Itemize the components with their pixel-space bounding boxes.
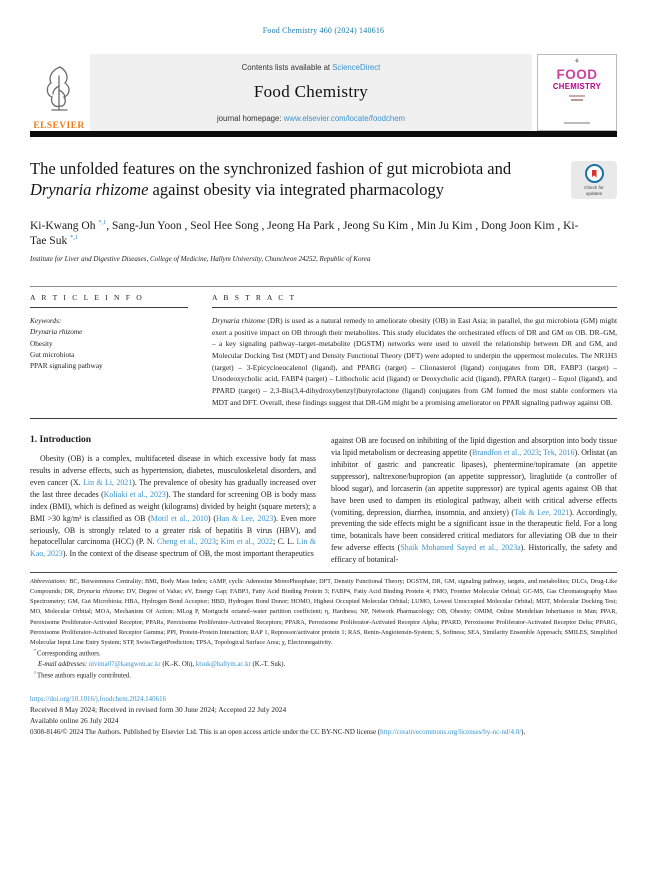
journal-name: Food Chemistry [253, 82, 369, 101]
inline-link[interactable]: Tak & Lee, 2021 [514, 507, 570, 517]
abstract-column [212, 287, 617, 409]
inline-link[interactable]: Shaik Mohamed Sayed et al., 2023a [400, 543, 521, 553]
check-badge-label: Check for updates [584, 185, 604, 196]
text-segment: (K.-T. Suk). [250, 660, 286, 668]
equal-contribution-note [30, 670, 617, 681]
title-row [30, 159, 617, 201]
text-segment: *,1 [98, 218, 107, 226]
keyword-item: Gut microbiota [30, 349, 75, 359]
inline-link[interactable]: Kim et al., 2022 [220, 537, 273, 547]
masthead-center [90, 54, 532, 131]
text-segment: * [34, 648, 37, 654]
intro-paragraph-left [30, 453, 316, 560]
journal-cover-thumbnail [537, 54, 617, 131]
check-for-updates-badge[interactable] [571, 161, 617, 199]
email-addresses-note [30, 660, 617, 670]
abbreviations-text [30, 577, 617, 648]
text-segment: These authors equally contributed. [36, 672, 131, 680]
copyright-line [30, 727, 617, 737]
homepage-link[interactable]: www.elsevier.com/locate/foodchem [283, 114, 406, 123]
text-segment: Ki-Kwang Oh [30, 219, 99, 232]
article-title [30, 159, 536, 201]
available-online: Available online 26 July 2024 [30, 716, 119, 726]
elsevier-wordmark: ELSEVIER [33, 121, 85, 131]
text-segment: ). The prevalence of obesity has gradually increased over the last three decades ( [30, 478, 316, 499]
author-list [30, 219, 590, 249]
text-segment: ). In the context of the disease spectrum of OB, the most important therapeutics [62, 549, 314, 559]
text-segment: ; [539, 448, 544, 458]
text-segment: (K.-K. Oh), [160, 660, 196, 668]
inline-link[interactable]: Koliaki et al., 2023 [103, 489, 166, 499]
doi-link[interactable]: https://doi.org/10.1016/j.foodchem.2024.140616 [30, 695, 167, 704]
text-segment: ; C. L. [272, 537, 297, 547]
text-segment: Drynaria rhizome [30, 179, 149, 199]
article-info-header: A R T I C L E I N F O [30, 287, 188, 308]
text-segment: ; [215, 537, 221, 547]
text-segment: against obesity via integrated pharmacology [148, 179, 444, 199]
homepage-prefix: journal homepage: [216, 114, 284, 123]
inline-link[interactable]: Cheng et al., 2023 [156, 537, 216, 547]
inline-link[interactable]: Motil et al., 2010 [150, 513, 208, 523]
cover-editor-line [569, 95, 585, 97]
contents-line [96, 63, 526, 72]
elsevier-logo [30, 54, 88, 131]
cover-title-chemistry: CHEMISTRY [552, 82, 602, 91]
keyword-item: Obesity [30, 338, 53, 348]
masthead-divider-bar [30, 131, 617, 137]
text-segment: ; DV, Degree of Value; eV, Energy Gap; FABP3, Fatty Acid Binding Protein 3; FABP4, Fatty Acid Binding Protein 4; FMO, Frontier Molecular Orbital; GC-MS, Gas Chromatography Mass Spectrometry; GM, Gut Microbiota; HBA, Hydrogen Bond Acceptor; HBD, Hydrogen Bond Donor; HOMO, Highest Occupied Molecular Orbital; LUMO, Lowest Unoccupied Molecular Orbital; MDT, Molecular Docking Test; MO, Molecular Orbital; MOA, Mechanism Of Action; MLog P, Moriguchi octanol–water partition coefficient; η, Hardness; NP, Network Pharmacology; OB, Obesity; OMIM, Online Mendelian Inheritance in Man; PPAR, Peroxisome Proliferator-Activated Receptor; PPARs, Peroxisome Proliferator-Activated Receptors; PPARA, Peroxisome Proliferator-Activated Receptor Alpha; PPARD, Peroxisome Proliferator-Activated Receptor Delta; PPARG, Peroxisome Proliferator-Activated Receptor Gamma; PPI, Protein-Protein Interaction; RAP 1, Repressor/activator protein 1; RAS, Renin-Angiotensin-System; S, Softness; SEA, Similarity Ensemble Approach; SMILES, Simplified Molecular Input Line Entry System; STP, SwissTargetPrediction; TPSA, Topological Surface Area; χ, Electronegativity. [30, 588, 617, 646]
cover-logo-icon: ⚘ [574, 59, 580, 65]
inline-link[interactable]: ktsuk@hallym.ac.kr [195, 660, 251, 668]
text-segment: Obesity (OB) is a complex, multifaceted disease in which excessive body fat mass results in adverse effects, such as hypertension, diabetes, musculoskeletal disorders, and even cancer (X. [30, 454, 316, 488]
keyword-item: Drynaria rhizome [30, 327, 83, 337]
text-segment: Abbreviations: [30, 577, 70, 585]
text-segment: The unfolded features on the synchronized fashion of gut microbiota and [30, 159, 512, 178]
affiliation: Institute for Liver and Digestive Diseases, College of Medicine, Hallym University, Chuncheon 24252, Republic of Korea [30, 254, 371, 263]
text-segment: , Sang-Jun Yoon , Seol Hee Song , Jeong Ha Park , Jeong Su Kim , Min Ju Kim , Dong Joon Kim , Ki-Tae Suk [30, 219, 579, 247]
keywords-label: Keywords: [30, 315, 62, 325]
article-info-column [30, 287, 188, 409]
footnote-divider [30, 572, 617, 573]
contents-prefix: Contents lists available at [241, 63, 333, 72]
crossmark-icon [585, 164, 604, 183]
homepage-line [96, 114, 526, 123]
inline-link[interactable]: Lin & Kao, 2023 [30, 537, 317, 559]
keywords-list [30, 315, 188, 371]
text-segment: Corresponding authors. [36, 650, 101, 658]
sciencedirect-link[interactable]: ScienceDirect [332, 63, 381, 72]
inline-link[interactable]: Tek, 2016 [543, 448, 575, 458]
inline-link[interactable]: http://creativecommons.org/licenses/by-nc-nd/4.0/ [380, 728, 522, 737]
text-segment: Drynaria rhizome [76, 588, 123, 596]
text-segment: against OB are focused on inhibiting of the lipid digestion and absorption into body tissue via lipid metabolism or decreasing appetite ( [331, 436, 617, 458]
elsevier-tree-icon [39, 64, 79, 119]
journal-masthead [30, 54, 617, 131]
text-segment: ). Historically, the safety and efficacy of botanical- [331, 543, 617, 564]
inline-link[interactable]: Lin & Li, 2021 [83, 478, 133, 488]
keyword-item: PPAR signaling pathway [30, 361, 103, 371]
cover-footer-line [564, 122, 590, 124]
inline-link[interactable]: Han & Lee, 2023 [216, 513, 274, 523]
intro-paragraph-right [331, 435, 617, 565]
text-segment: 0308-8146/© 2024 The Authors. Published by Elsevier Ltd. This is an open access article under the CC BY-NC-ND license ( [30, 728, 381, 737]
text-segment: 1 [34, 669, 37, 675]
text-segment: Drynaria rhizome [212, 315, 266, 325]
text-segment: ). Orlistat (an inhibitor of gastric and pancreatic lipases), phentermine/topiramate (an appetite suppressor), naltrexone/bupropion (an appetite suppressor), liraglutide (a controller of blood sugar), and lorcaserin (an appetite suppressor) are typical agents against OB that have been used to dampen its etiological pathway, albeit with critical adverse effects (vomiting, depression, diarrhea, insomnia, and anxiety) ( [331, 448, 617, 517]
text-segment: *,1 [70, 233, 78, 241]
intro-left-column [30, 435, 316, 565]
text-segment: ). Even more seriously, OB is strongly related to a greater risk of hepatitis B virus (HBV), and hepatocellular carcinoma (HCC) (P. N. [30, 513, 316, 547]
journal-reference: Food Chemistry 460 (2024) 140616 [262, 26, 385, 35]
article-footer [30, 695, 617, 737]
text-segment: ). The standard for screening OB is body mass index (BMI), which is defined as weight (kilograms) divided by height (square meters); a BMI >30 kg/m² is classified as OB ( [30, 489, 317, 523]
inline-link[interactable]: nivima07@kangwon.ac.kr [88, 660, 161, 668]
intro-right-column [331, 435, 617, 565]
text-segment: BC, Betweenness Centrality; BMI, Body Mass Index; cAMP, cyclic Adenosine MonoPhosphate; DFT, Density Functional Theory; DGSTM, DR, GM, signaling pathway, targets, and metabolites; DLCs, Drug-Like Compounds; DR, [30, 577, 618, 596]
corresponding-authors-note [30, 648, 617, 659]
cover-editor-line2 [571, 99, 583, 101]
text-segment: ) ( [207, 513, 216, 523]
abstract-header: A B S T R A C T [212, 287, 617, 308]
info-abstract-block [30, 286, 617, 420]
inline-link[interactable]: Brandfon et al., 2023 [472, 448, 539, 458]
abstract-text [212, 315, 617, 409]
text-segment: (DR) is used as a natural remedy to ameliorate obesity (OB) in East Asia; in parallel, the gut microbiota (GM) might exert a positive impact on OB through their metabolites. This study elucidates the orchestrated effects of DR and GM on OB. DR–GM, – a key signaling pathway–target–metabolite (DGSTM) networks were used to unveil the relationship between DR and GM, and Molecular Docking Test (MDT) and Density Functional Theory (DFT) were adopted to underpin the uppermost molecules. The NR1H3 (target) – 3-Epicycloeucalenol (ligand), and PPARG (target) – Clionasterol (ligand) conjugates from DR, FABP3 (target) – Ursodeoxycholic acid, FABP4 (target) – Lithocholic acid (ligand) or Deoxycholic acid (ligand), PPARA (target) – Equol (ligand), and PPARD (target) – 2,3-Bis(3,4-dihydroxybenzyl)butyrolactone (ligand) conjugates from GM formed the most stable conformers via MDT and DFT. Overall, these findings suggest that DR-GM might be a promising ameliorator on PPAR signaling pathway against OB. [212, 315, 617, 407]
text-segment: E-mail addresses: [38, 660, 89, 668]
text-segment: ). [521, 728, 526, 737]
text-segment: ). Accordingly, preventing the side effects might be a significant issue in the therapeutic field. For a long time, botanicals have been considered critical mediators for alleviating OB due to their few adverse effects ( [331, 507, 618, 553]
introduction-section [30, 435, 617, 565]
intro-heading: 1. Introduction [30, 435, 92, 446]
received-dates: Received 8 May 2024; Received in revised form 30 June 2024; Accepted 22 July 2024 [30, 705, 287, 715]
cover-title-food: FOOD [556, 67, 598, 82]
